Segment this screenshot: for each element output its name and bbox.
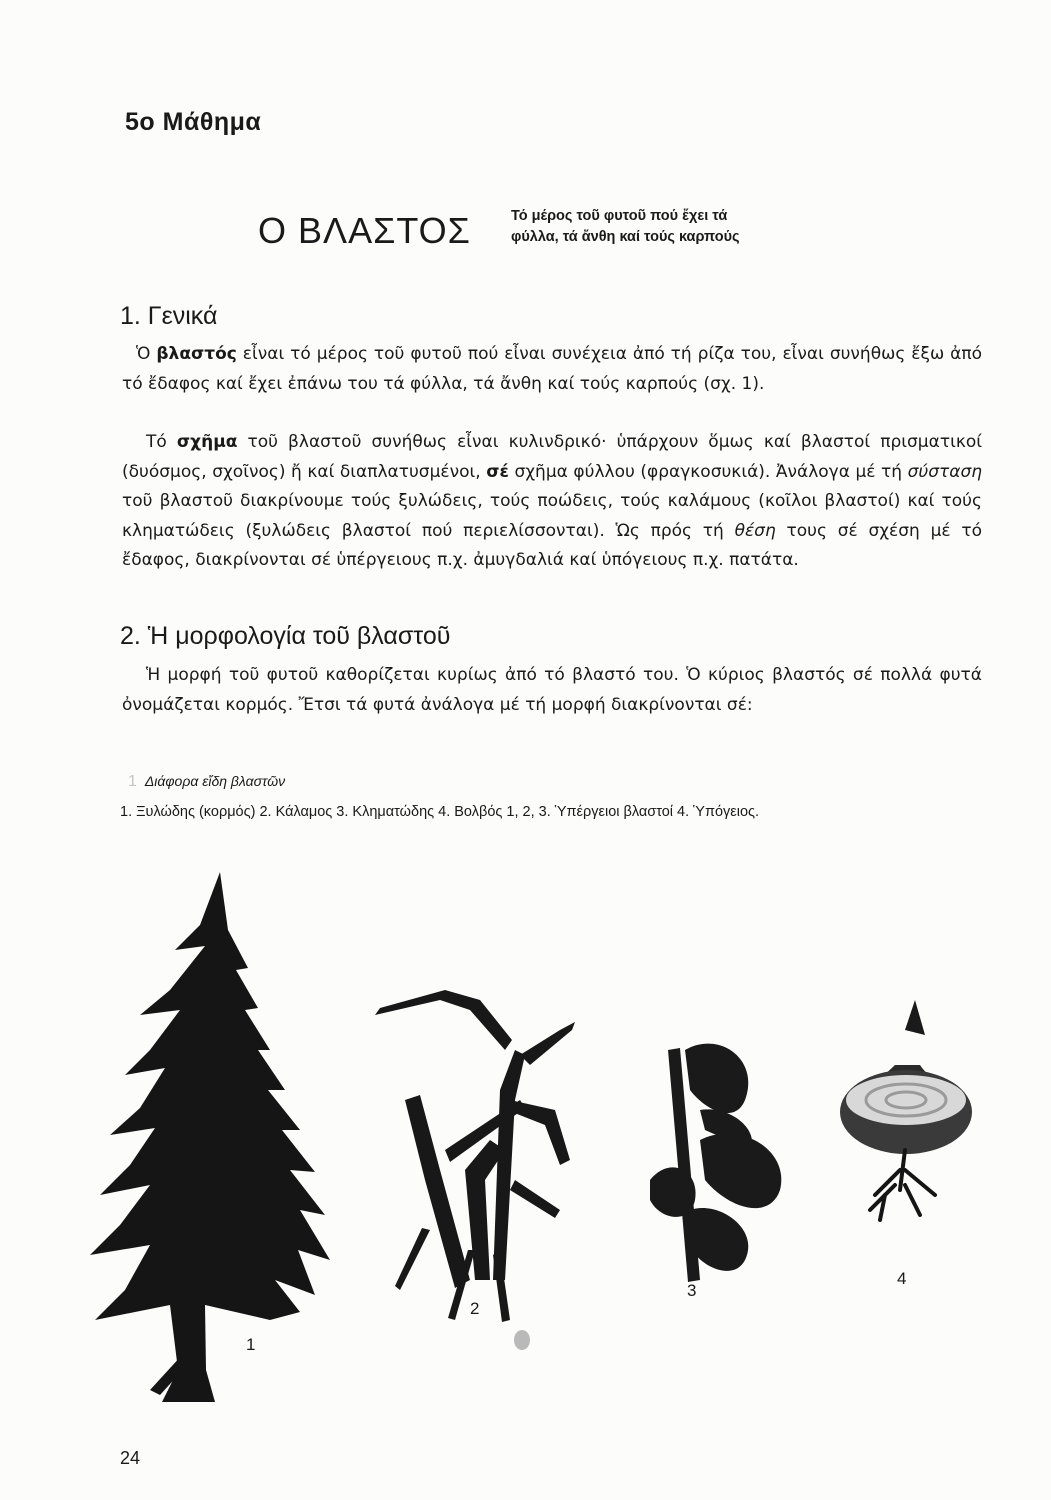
conifer-tree-illustration: [90, 872, 330, 1402]
lesson-label: 5ο Μάθημα: [125, 108, 262, 136]
section-2-paragraph-1: Ἡ μορφή τοῦ φυτοῦ καθορίζεται κυρίως ἀπό τό βλαστό του. Ὁ κύριος βλαστός σέ πολλά φυτά ὀνομάζεται κορμός. Ἔτσι τά φυτά ἀνάλογα μέ τή μορφή διακρίνονται σέ:: [122, 665, 982, 715]
page-title: Ο ΒΛΑΣΤΟΣ: [258, 210, 471, 251]
plant-label-2: 2: [470, 1299, 480, 1318]
term-thesi: θέση: [734, 520, 776, 541]
scan-smudge: [514, 1330, 530, 1350]
text-run: Τό: [146, 432, 177, 452]
text-run: σχῆμα φύλλου (φραγκοσυκιά). Ἀνάλογα μέ τή: [508, 461, 908, 482]
text-run: τους σέ σχέση μέ τό ἔδαφος, διακρίνονται σέ ὑπέργειους π.χ. ἀμυγδαλιά καί ὑπόγειους π.χ. πατάτα.: [122, 520, 982, 570]
bulb-illustration: [840, 1000, 972, 1220]
text-run: Ὁ: [136, 344, 157, 364]
term-systasi: σύσταση: [907, 461, 982, 482]
figure-title-text: Διάφορα εἴδη βλαστῶν: [144, 773, 286, 789]
subtitle-line-2: φύλλα, τά ἄνθη καί τούς καρπούς: [511, 229, 740, 245]
term-schima: σχῆμα: [176, 432, 238, 452]
page-number: 24: [120, 1448, 141, 1468]
text-run: τοῦ βλαστοῦ διακρίνουμε τούς ξυλώδεις, τούς ποώδεις, τούς καλάμους (κοῖλοι βλαστοί) καί τούς κληματώδεις (ξυλώδεις βλαστοί πού περιελίσσονται). Ὡς πρός τή: [122, 491, 982, 541]
section-2-heading: 2. Ἡ μορφολογία τοῦ βλαστοῦ: [120, 622, 451, 650]
page-subtitle: [511, 206, 841, 248]
plant-label-1: 1: [246, 1335, 256, 1354]
section-1-paragraph-1: [122, 340, 982, 399]
subtitle-line-1: Τό μέρος τοῦ φυτοῦ πού ἔχει τά: [511, 208, 728, 224]
text-run: εἶναι τό μέρος τοῦ φυτοῦ πού εἶναι συνέχεια ἀπό τή ρίζα του, εἶναι συνήθως ἔξω ἀπό τό ἔδαφος καί ἔχει ἐπάνω του τά φύλλα, τά ἄνθη καί τούς καρπούς (σχ. 1).: [122, 344, 982, 394]
term-se: σέ: [486, 461, 509, 482]
figure-title: [128, 773, 285, 791]
section-1-heading: 1. Γενικά: [120, 302, 218, 330]
term-vlastos: βλαστός: [156, 344, 237, 364]
climbing-plant-illustration: [650, 1044, 781, 1282]
plant-label-4: 4: [897, 1269, 907, 1288]
text-run: τοῦ βλαστοῦ συνήθως εἶναι κυλινδρικό· ὑπάρχουν ὅμως καί βλαστοί πρισματικοί (δυόσμος, σχοῖνος) ἤ καί διαπλατυσμένοι,: [122, 432, 982, 482]
plant-label-3: 3: [687, 1281, 697, 1300]
figure-caption: 1. Ξυλώδης (κορμός) 2. Κάλαμος 3. Κληματώδης 4. Βολβός 1, 2, 3. Ὑπέργειοι βλαστοί 4. Ὑπόγειος.: [120, 804, 760, 820]
reed-illustration: [375, 990, 575, 1322]
plants-illustration: [0, 850, 1051, 1410]
section-1-paragraph-2: [122, 428, 982, 576]
figure-number: 1: [128, 773, 137, 790]
